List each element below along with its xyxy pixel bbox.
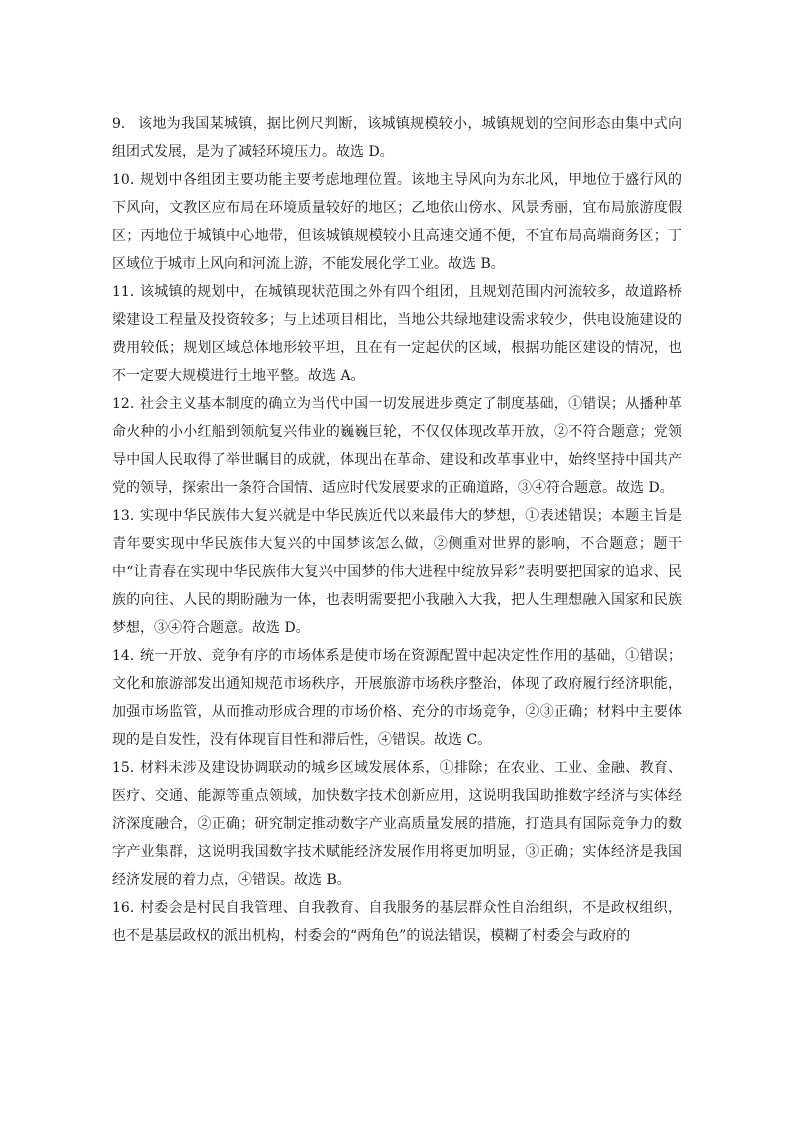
answer-number: 12． <box>112 396 144 412</box>
answer-text: 村委会是村民自我管理、自我教育、自我服务的基层群众性自治组织，不是政权组织，也不是基层政权的派出机构，村委会的“两角色”的说法错误，模糊了村委会与政府的 <box>112 900 682 944</box>
answer-item-14 <box>112 642 682 754</box>
answer-text: 该城镇的规划中，在城镇现状范围之外有四个组团，且规划范围内河流较多，故道路桥梁建设工程量及投资较多；与上述项目相比，当地公共绿地建设需求较少，供电设施建设的费用较低；规划区域总体地形较平坦，且在有一定起伏的区域，根据功能区建设的情况，也不一定要大规模进行土地平整。故选 A。 <box>112 284 682 384</box>
answer-text: 材料未涉及建设协调联动的城乡区域发展体系，①排除；在农业、工业、金融、教育、医疗、交通、能源等重点领域，加快数字技术创新应用，这说明我国助推数字经济与实体经济深度融合，②正确；研究制定推动数字产业高质量发展的措施，打造具有国际竞争力的数字产业集群，这说明我国数字技术赋能经济发展作用将更加明显，③正确；实体经济是我国经济发展的着力点，④错误。故选 B。 <box>112 760 682 888</box>
answer-item-16 <box>112 894 682 950</box>
answer-item-11 <box>112 278 682 390</box>
answer-text: 规划中各组团主要功能主要考虑地理位置。该地主导风向为东北风，甲地位于盛行风的下风向，文教区应布局在环境质量较好的地区；乙地依山傍水、风景秀丽，宜布局旅游度假区；丙地位于城镇中心地带，但该城镇规模较小且高速交通不便，不宜布局高端商务区；丁区域位于城市上风向和河流上游，不能发展化学工业。故选 B。 <box>112 172 682 272</box>
answer-number: 13． <box>112 508 144 524</box>
answer-item-10 <box>112 166 682 278</box>
answer-number: 9． <box>112 116 135 132</box>
answer-number: 10． <box>112 172 144 188</box>
answer-number: 14． <box>112 648 144 664</box>
answer-text: 实现中华民族伟大复兴就是中华民族近代以来最伟大的梦想，①表述错误；本题主旨是青年要实现中华民族伟大复兴的中国梦该怎么做，②侧重对世界的影响，不合题意；题干中“让青春在实现中华民族伟大复兴中国梦的伟大进程中绽放异彩”表明要把国家的追求、民族的向往、人民的期盼融为一体，也表明需要把小我融入大我，把人生理想融入国家和民族梦想，③④符合题意。故选 D。 <box>112 508 682 636</box>
answer-text: 该地为我国某城镇，据比例尺判断，该城镇规模较小，城镇规划的空间形态由集中式向组团式发展，是为了减轻环境压力。故选 D。 <box>112 116 682 160</box>
answer-item-9 <box>112 110 682 166</box>
answer-item-12 <box>112 390 682 502</box>
answer-text: 统一开放、竞争有序的市场体系是使市场在资源配置中起决定性作用的基础，①错误；文化和旅游部发出通知规范市场秩序，开展旅游市场秩序整治，体现了政府履行经济职能，加强市场监管，从而推动形成合理的市场价格、充分的市场竞争，②③正确；材料中主要体现的是自发性，没有体现盲目性和滞后性，④错误。故选 C。 <box>112 648 682 748</box>
answer-text: 社会主义基本制度的确立为当代中国一切发展进步奠定了制度基础，①错误；从播种革命火种的小小红船到领航复兴伟业的巍巍巨轮，不仅仅体现改革开放，②不符合题意；党领导中国人民取得了举世瞩目的成就，体现出在革命、建设和改革事业中，始终坚持中国共产党的领导，探索出一条符合国情、适应时代发展要求的正确道路，③④符合题意。故选 D。 <box>112 396 682 496</box>
answer-item-15 <box>112 754 682 894</box>
answer-number: 16． <box>112 900 144 916</box>
answer-number: 15． <box>112 760 144 776</box>
answer-item-13 <box>112 502 682 642</box>
answer-number: 11． <box>112 284 144 300</box>
